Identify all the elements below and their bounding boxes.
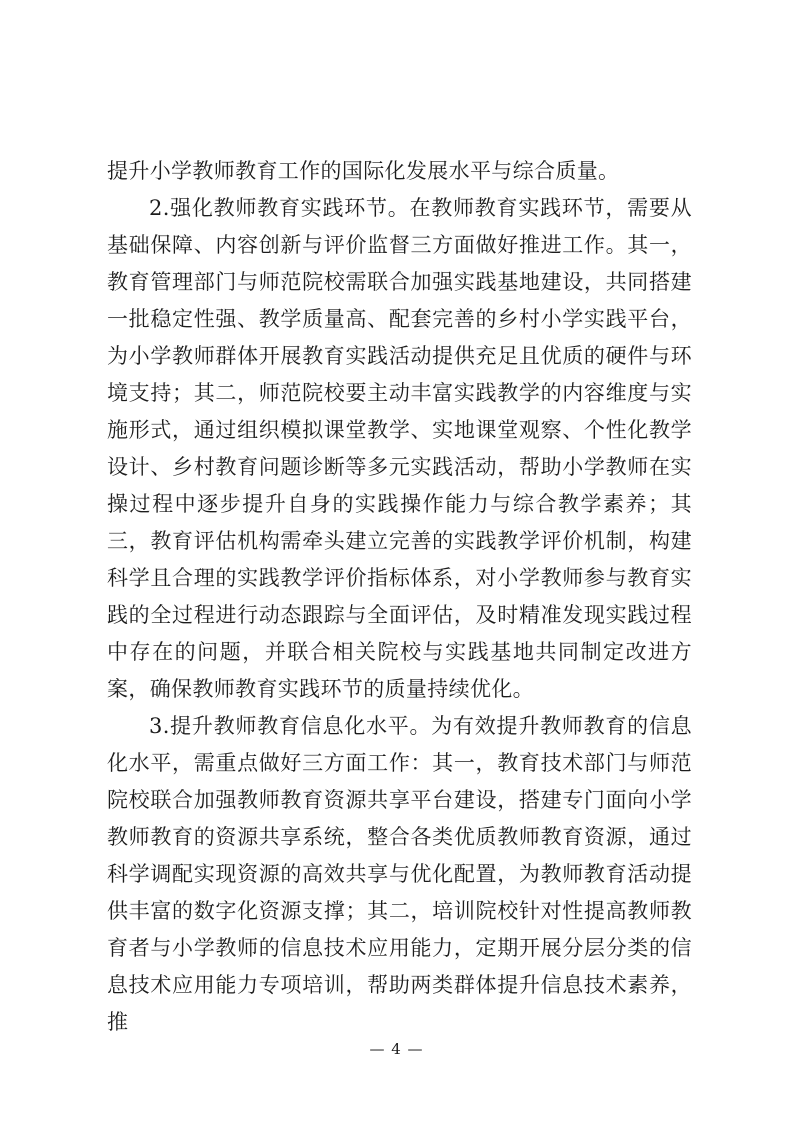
body-text	[107, 153, 692, 1041]
paragraph-informatization-section: 3.提升教师教育信息化水平。为有效提升教师教育的信息化水平，需重点做好三方面工作：其一，教育技术部门与师范院校联合加强教师教育资源共享平台建设，搭建专门面向小学教师教育的资源共享系统，整合各类优质教师教育资源，通过科学调配实现资源的高效共享与优化配置，为教师教育活动提供丰富的数字化资源支撑；其二，培训院校针对性提高教师教育者与小学教师的信息技术应用能力，定期开展分层分类的信息技术应用能力专项培训，帮助两类群体提升信息技术素养，推	[107, 714, 692, 1034]
paragraph-continuation: 提升小学教师教育工作的国际化发展水平与综合质量。	[107, 159, 620, 183]
paragraph-practice-section: 2.强化教师教育实践环节。在教师教育实践环节，需要从基础保障、内容创新与评价监督三方面做好推进工作。其一，教育管理部门与师范院校需联合加强实践基地建设，共同搭建一批稳定性强、教学质量高、配套完善的乡村小学实践平台，为小学教师群体开展教育实践活动提供充足且优质的硬件与环境支持；其二，师范院校要主动丰富实践教学的内容维度与实施形式，通过组织模拟课堂教学、实地课堂观察、个性化教学设计、乡村教育问题诊断等多元实践活动，帮助小学教师在实操过程中逐步提升自身的实践操作能力与综合教学素养；其三，教育评估机构需牵头建立完善的实践教学评价机制，构建科学且合理的实践教学评价指标体系，对小学教师参与教育实践的全过程进行动态跟踪与全面评估，及时精准发现实践过程中存在的问题，并联合相关院校与实践基地共同制定改进方案，确保教师教育实践环节的质量持续优化。	[107, 196, 692, 701]
page-number: — 4 —	[369, 1040, 424, 1058]
